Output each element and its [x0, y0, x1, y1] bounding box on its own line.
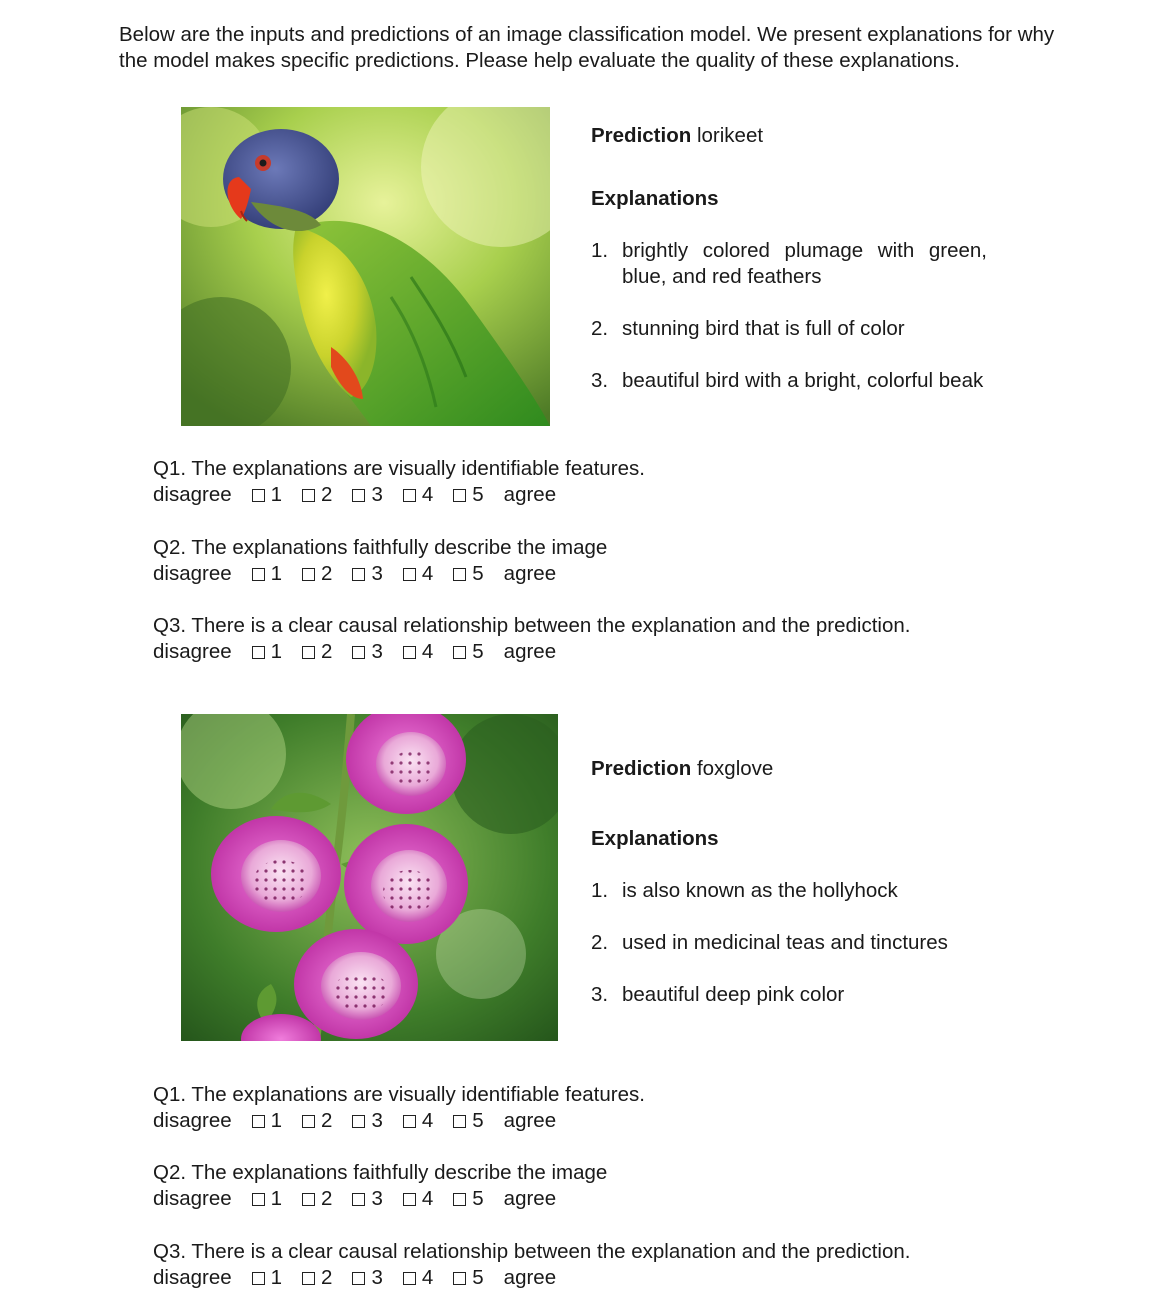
- question-text: Q1. The explanations are visually identifiable features.: [153, 457, 645, 480]
- question-block: [153, 1082, 645, 1134]
- rating-option-1[interactable]: 1: [252, 1108, 282, 1134]
- explanations-heading: Explanations: [591, 827, 719, 850]
- checkbox[interactable]: [252, 1115, 265, 1128]
- rating-option-2[interactable]: 2: [302, 1186, 332, 1212]
- prediction-line: [591, 756, 773, 782]
- prediction-line: [591, 123, 763, 149]
- rating-option-4[interactable]: 4: [403, 1108, 433, 1134]
- rating-option-5[interactable]: 5: [453, 639, 483, 665]
- prediction-label: Prediction: [591, 757, 692, 780]
- question-text: Q1. The explanations are visually identifiable features.: [153, 1083, 645, 1106]
- prediction-value: foxglove: [696, 757, 774, 780]
- question-block: [153, 1239, 910, 1291]
- rating-option-3[interactable]: 3: [352, 639, 382, 665]
- checkbox[interactable]: [352, 568, 365, 581]
- rating-option-3[interactable]: 3: [352, 561, 382, 587]
- rating-option-3[interactable]: 3: [352, 1265, 382, 1291]
- intro-text: Below are the inputs and predictions of an image classification model. We present explanations for why the model makes specific predictions. Please help evaluate the quality of these explanations.: [119, 23, 1055, 72]
- checkbox[interactable]: [252, 1193, 265, 1206]
- explanation-item: 3. beautiful bird with a bright, colorful beak: [591, 369, 984, 392]
- rating-scale: [153, 1265, 910, 1291]
- checkbox[interactable]: [403, 489, 416, 502]
- scale-right-label: agree: [503, 1109, 557, 1132]
- rating-option-4[interactable]: 4: [403, 561, 433, 587]
- rating-option-3[interactable]: 3: [352, 1108, 382, 1134]
- rating-option-5[interactable]: 5: [453, 1186, 483, 1212]
- checkbox[interactable]: [302, 1115, 315, 1128]
- explanation-item: 2. used in medicinal teas and tinctures: [591, 931, 948, 954]
- checkbox[interactable]: [352, 1115, 365, 1128]
- rating-scale: [153, 482, 645, 508]
- checkbox[interactable]: [403, 568, 416, 581]
- question-text: Q3. There is a clear causal relationship between the explanation and the prediction.: [153, 614, 911, 637]
- checkbox[interactable]: [453, 489, 466, 502]
- scale-left-label: disagree: [153, 1109, 232, 1132]
- rating-scale: [153, 639, 910, 665]
- scale-right-label: agree: [503, 562, 557, 585]
- question-block: [153, 613, 910, 665]
- rating-option-2[interactable]: 2: [302, 482, 332, 508]
- prediction-value: lorikeet: [696, 124, 764, 147]
- scale-right-label: agree: [503, 483, 557, 506]
- question-text: Q2. The explanations faithfully describe the image: [153, 536, 608, 559]
- checkbox[interactable]: [352, 646, 365, 659]
- checkbox[interactable]: [252, 489, 265, 502]
- checkbox[interactable]: [453, 646, 466, 659]
- checkbox[interactable]: [352, 1272, 365, 1285]
- question-block: [153, 1160, 607, 1212]
- prediction-label: Prediction: [591, 124, 692, 147]
- scale-left-label: disagree: [153, 562, 232, 585]
- checkbox[interactable]: [302, 1193, 315, 1206]
- rating-option-1[interactable]: 1: [252, 1265, 282, 1291]
- checkbox[interactable]: [403, 1193, 416, 1206]
- scale-right-label: agree: [503, 640, 557, 663]
- question-text: Q2. The explanations faithfully describe the image: [153, 1161, 608, 1184]
- scale-left-label: disagree: [153, 483, 232, 506]
- rating-option-1[interactable]: 1: [252, 561, 282, 587]
- checkbox[interactable]: [453, 1115, 466, 1128]
- rating-scale: [153, 1186, 607, 1212]
- explanation-item: 2. stunning bird that is full of color: [591, 317, 905, 340]
- rating-option-4[interactable]: 4: [403, 639, 433, 665]
- explanations-list: [591, 238, 987, 394]
- checkbox[interactable]: [252, 568, 265, 581]
- rating-option-4[interactable]: 4: [403, 1186, 433, 1212]
- rating-option-5[interactable]: 5: [453, 482, 483, 508]
- checkbox[interactable]: [302, 646, 315, 659]
- rating-option-4[interactable]: 4: [403, 482, 433, 508]
- rating-option-2[interactable]: 2: [302, 1265, 332, 1291]
- rating-option-2[interactable]: 2: [302, 639, 332, 665]
- question-text: Q3. There is a clear causal relationship between the explanation and the prediction.: [153, 1240, 911, 1263]
- rating-option-4[interactable]: 4: [403, 1265, 433, 1291]
- explanations-heading: Explanations: [591, 187, 719, 210]
- checkbox[interactable]: [352, 489, 365, 502]
- checkbox[interactable]: [403, 646, 416, 659]
- rating-option-3[interactable]: 3: [352, 482, 382, 508]
- checkbox[interactable]: [252, 646, 265, 659]
- checkbox[interactable]: [302, 568, 315, 581]
- checkbox[interactable]: [403, 1115, 416, 1128]
- checkbox[interactable]: [453, 568, 466, 581]
- scale-left-label: disagree: [153, 1187, 232, 1210]
- checkbox[interactable]: [252, 1272, 265, 1285]
- rating-option-5[interactable]: 5: [453, 1265, 483, 1291]
- rating-option-3[interactable]: 3: [352, 1186, 382, 1212]
- checkbox[interactable]: [453, 1272, 466, 1285]
- rating-option-1[interactable]: 1: [252, 1186, 282, 1212]
- rating-option-1[interactable]: 1: [252, 482, 282, 508]
- foxglove-image: [181, 714, 558, 1041]
- scale-left-label: disagree: [153, 640, 232, 663]
- checkbox[interactable]: [453, 1193, 466, 1206]
- question-block: [153, 456, 645, 508]
- rating-scale: [153, 561, 607, 587]
- scale-right-label: agree: [503, 1187, 557, 1210]
- explanation-item: 3. beautiful deep pink color: [591, 983, 845, 1006]
- scale-left-label: disagree: [153, 1266, 232, 1289]
- checkbox[interactable]: [352, 1193, 365, 1206]
- rating-option-2[interactable]: 2: [302, 1108, 332, 1134]
- question-block: [153, 535, 607, 587]
- scale-right-label: agree: [503, 1266, 557, 1289]
- explanations-list: [591, 878, 987, 1008]
- explanation-item: 1. is also known as the hollyhock: [591, 879, 898, 902]
- rating-option-1[interactable]: 1: [252, 639, 282, 665]
- rating-option-2[interactable]: 2: [302, 561, 332, 587]
- checkbox[interactable]: [403, 1272, 416, 1285]
- checkbox[interactable]: [302, 489, 315, 502]
- rating-scale: [153, 1108, 645, 1134]
- checkbox[interactable]: [302, 1272, 315, 1285]
- explanation-item: 1. brightly colored plumage with green, blue, and red feathers: [591, 239, 987, 288]
- rating-option-5[interactable]: 5: [453, 561, 483, 587]
- lorikeet-image: [181, 107, 550, 426]
- rating-option-5[interactable]: 5: [453, 1108, 483, 1134]
